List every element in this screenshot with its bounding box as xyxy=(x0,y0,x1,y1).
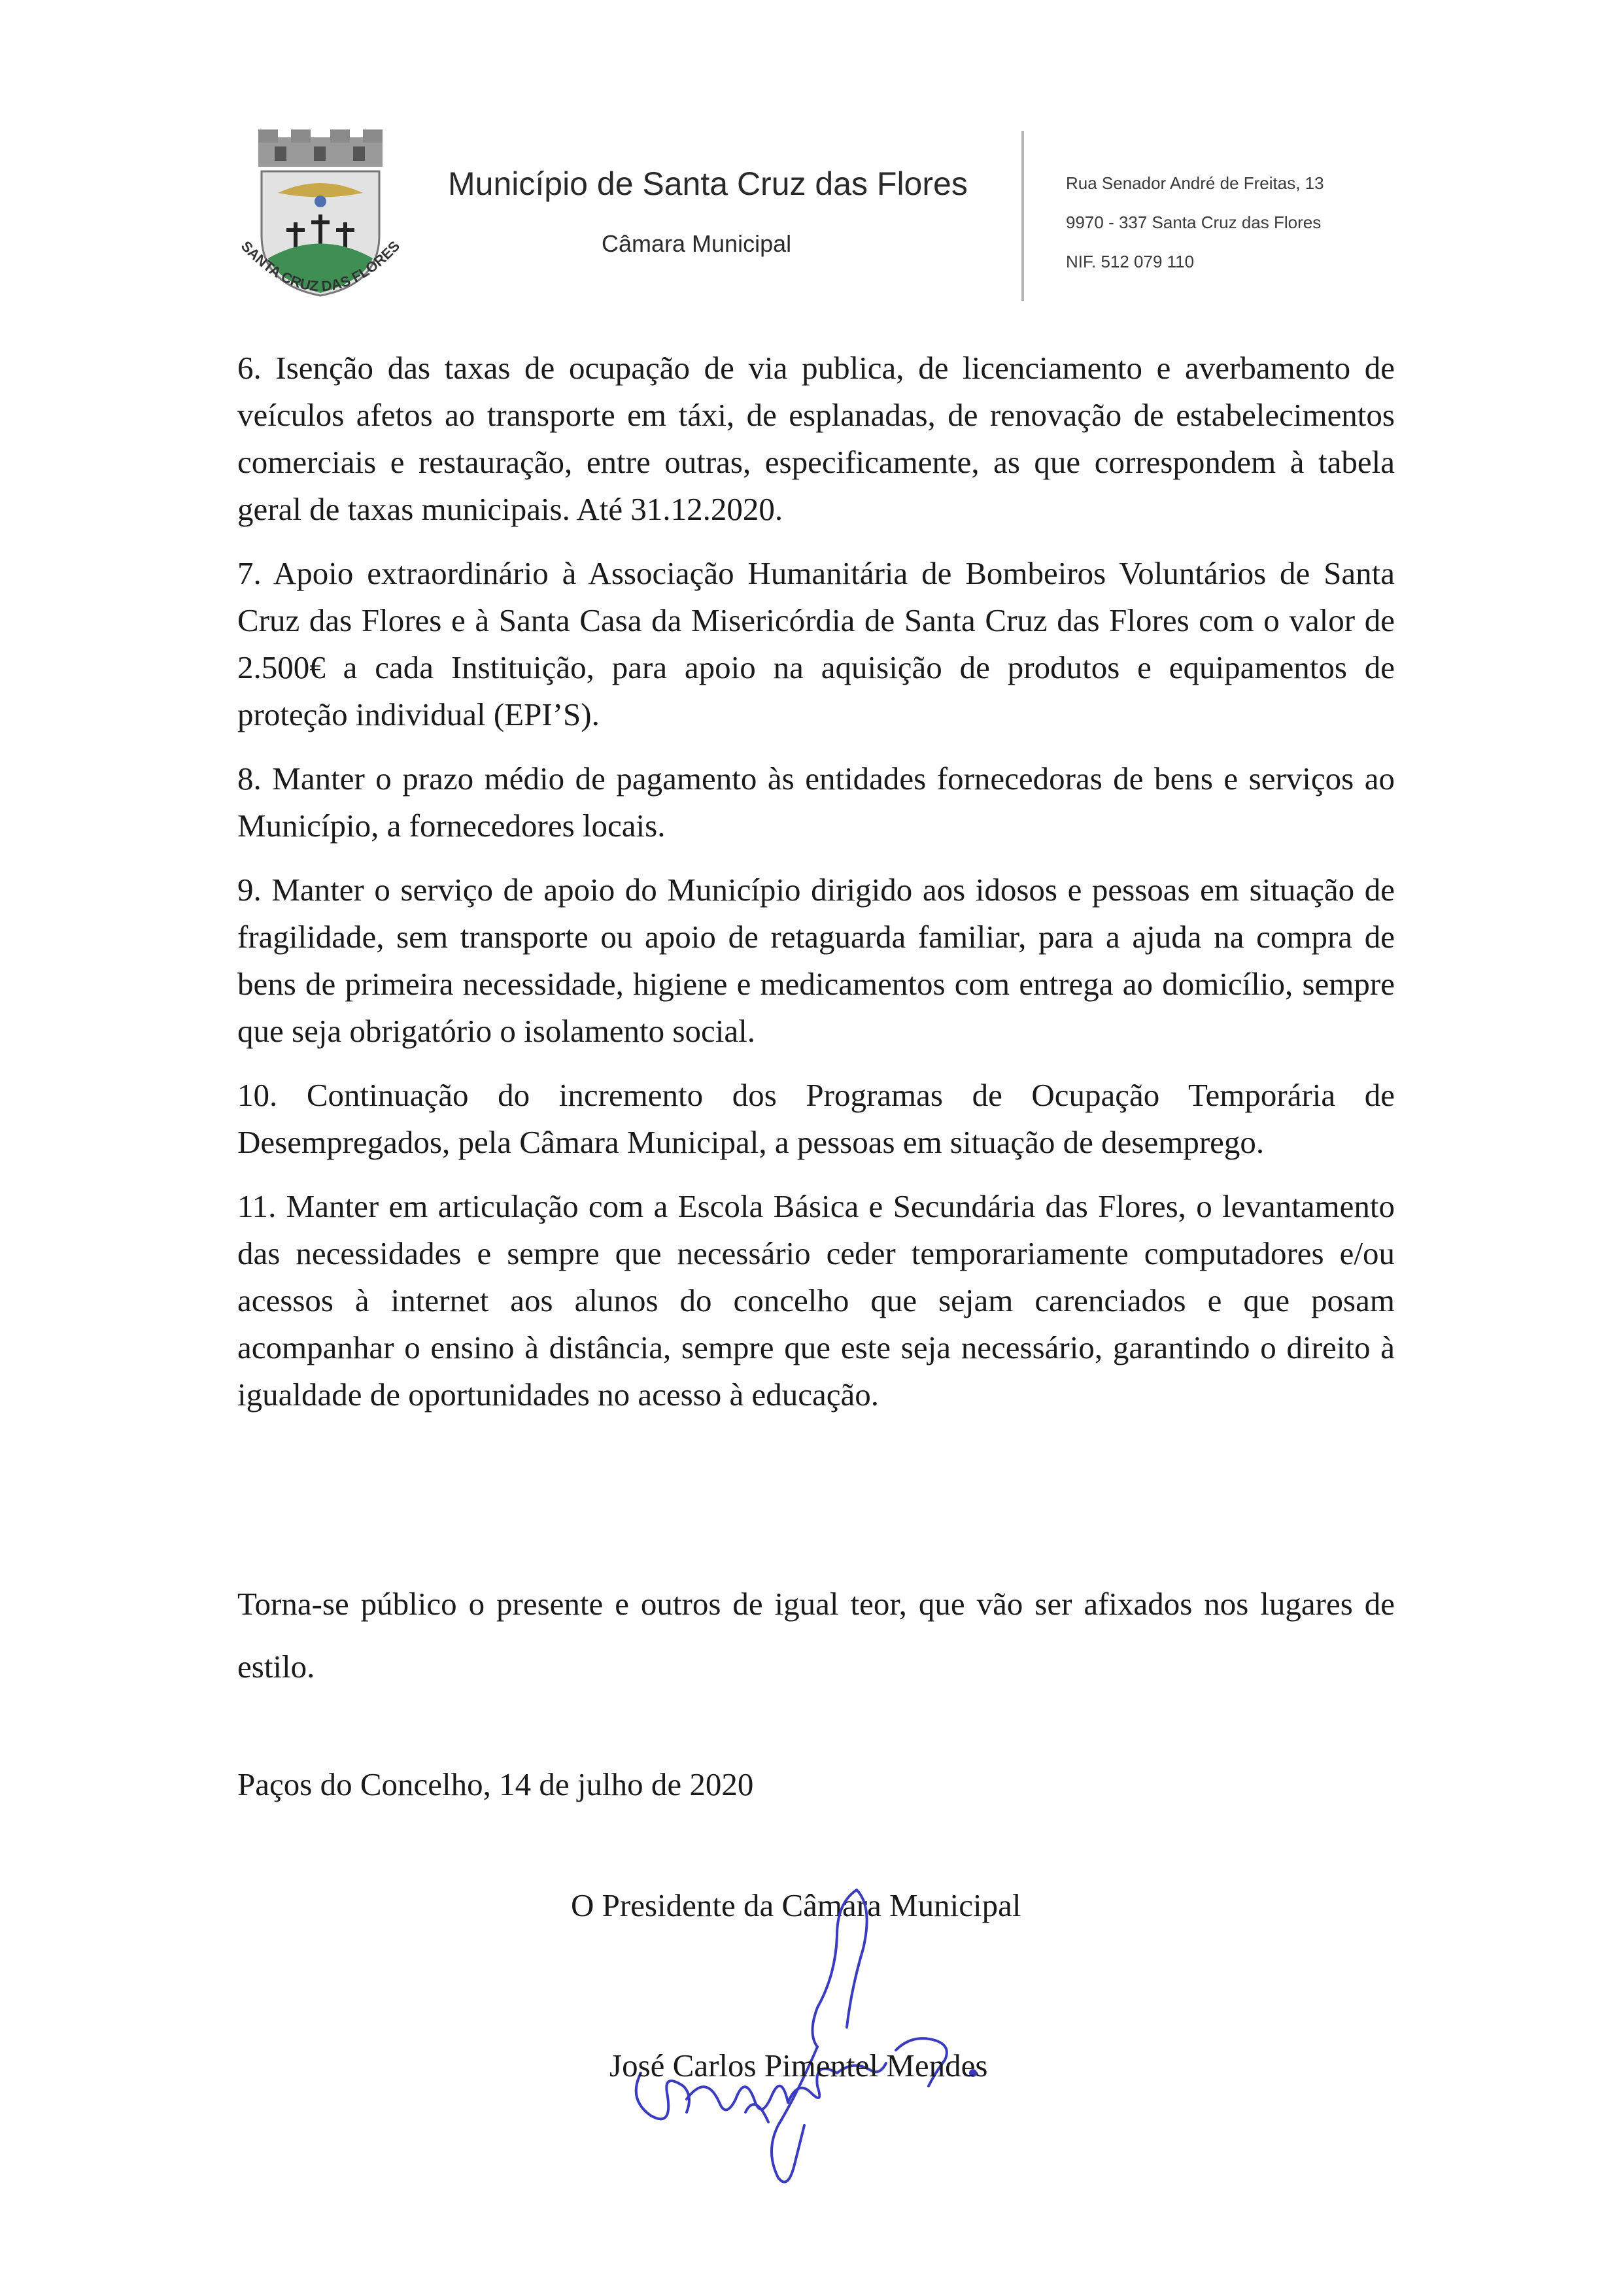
public-notice: Torna-se público o presente e outros de igual teor, que vão ser afixados nos lugares de estilo. xyxy=(237,1586,1395,1685)
signatory-role: O Presidente da Câmara Municipal xyxy=(571,1887,1021,1923)
measure-item-11: 11. Manter em articulação com a Escola Básica e Secundária das Flores, o levantamento das necessidades e sempre que necessário ceder temporariamente computadores e/ou acessos à internet aos alunos do concelho que sejam carenciados e que posam acompanhar o ensino à distância, sempre que este seja necessário, garantindo o direito à igualdade de oportunidades no acesso à educação. xyxy=(237,1188,1395,1413)
municipal-crest-logo xyxy=(222,124,419,320)
letterhead-divider xyxy=(1021,131,1024,301)
document-body xyxy=(237,345,1395,1435)
measure-item-6: 6. Isenção das taxas de ocupação de via publica, de licenciamento e averbamento de veículos afetos ao transporte em táxi, de esplanadas, de renovação de estabelecimentos comerciais e restauração, entre outras, especificamente, as que correspondem à tabela geral de taxas municipais. Até 31.12.2020. xyxy=(237,350,1395,527)
letterhead xyxy=(222,124,1412,320)
address-postal: 9970 - 337 Santa Cruz das Flores xyxy=(1066,213,1322,232)
measure-item-7: 7. Apoio extraordinário à Associação Humanitária de Bombeiros Voluntários de Santa Cruz das Flores e à Santa Casa da Misericórdia de Santa Cruz das Flores com o valor de 2.500€ a cada Instituição, para apoio na aquisição de produtos e equipamentos de proteção individual (EPI’S). xyxy=(237,555,1395,732)
organization-department: Câmara Municipal xyxy=(602,230,792,257)
organization-name: Município de Santa Cruz das Flores xyxy=(448,165,968,202)
organization-address xyxy=(1066,163,1324,281)
measure-item-10: 10. Continuação do incremento dos Programas de Ocupação Temporária de Desempregados, pela Câmara Municipal, a pessoas em situação de desemprego. xyxy=(237,1077,1395,1160)
measure-item-8: 8. Manter o prazo médio de pagamento às entidades fornecedoras de bens e serviços ao Município, a fornecedores locais. xyxy=(237,761,1395,844)
address-street: Rua Senador André de Freitas, 13 xyxy=(1066,173,1324,193)
measure-item-9: 9. Manter o serviço de apoio do Município dirigido aos idosos e pessoas em situação de fragilidade, sem transporte ou apoio de retaguarda familiar, para a ajuda na compra de bens de primeira necessidade, higiene e medicamentos com entrega ao domicílio, sempre que seja obrigatório o isolamento social. xyxy=(237,872,1395,1049)
crest-motto: SANTA CRUZ DAS FLORES xyxy=(237,237,403,295)
place-and-date: Paços do Concelho, 14 de julho de 2020 xyxy=(237,1766,754,1802)
tax-id: NIF. 512 079 110 xyxy=(1066,252,1195,271)
signatory-name: José Carlos Pimentel Mendes xyxy=(609,2048,988,2083)
